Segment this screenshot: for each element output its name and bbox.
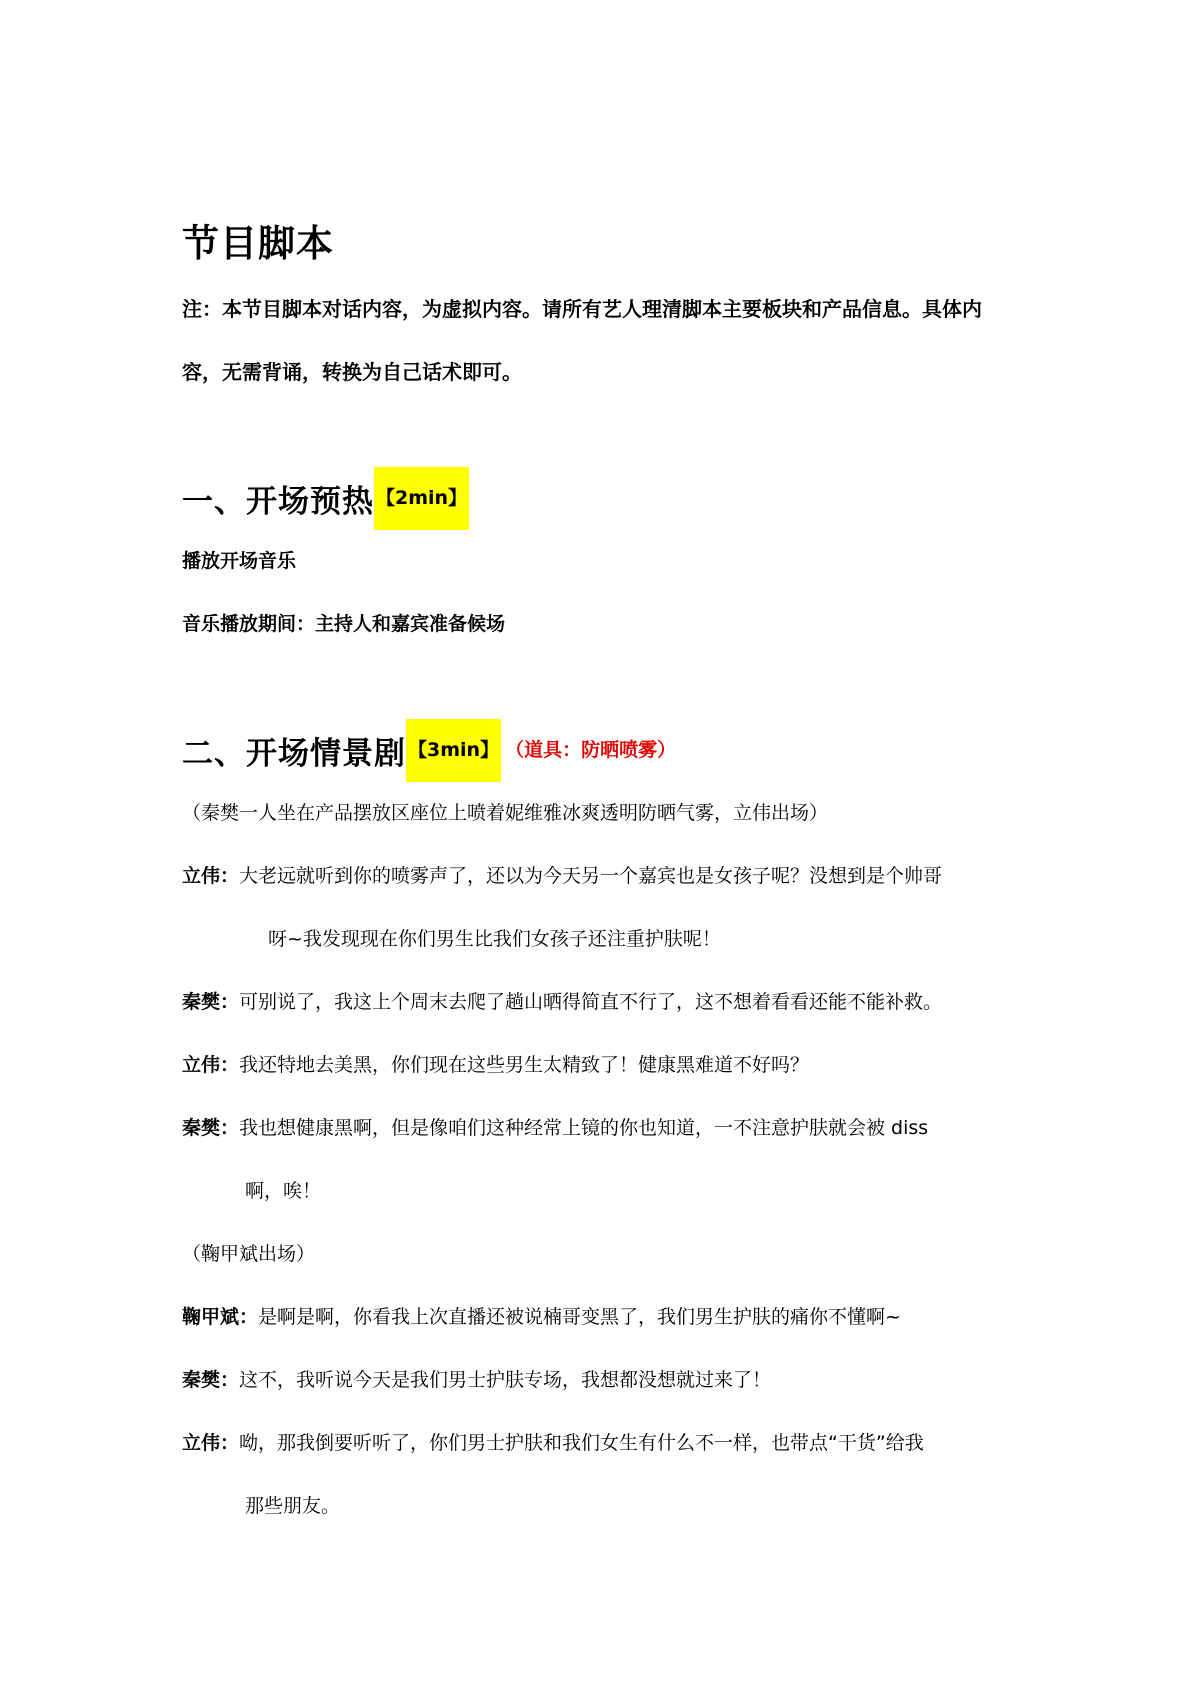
dialogue-line [182,845,1032,908]
dialogue-line [182,1412,1032,1475]
dialogue-text: 大老远就听到你的喷雾声了，还以为今天另一个嘉宾也是女孩子呢？没想到是个帅哥 [239,865,943,887]
speaker-name: 立伟： [182,865,240,887]
section-1-time-badge: 【2min】 [374,467,469,530]
stage-direction-2: （鞠甲斌出场） [182,1243,316,1265]
dialogue-text: 可别说了，我这上个周末去爬了趟山晒得简直不行了，这不想着看看还能不能补救。 [239,991,943,1013]
section-2-title: 二、开场情景剧 [182,736,406,772]
dialogue-continuation: 呀~我发现现在你们男生比我们女孩子还注重护肤呢！ [268,928,721,950]
note-line-1: 注：本节目脚本对话内容，为虚拟内容。请所有艺人理清脚本主要板块和产品信息。具体内 [182,297,982,321]
dialogue-text: 这不，我听说今天是我们男士护肤专场，我想都没想就过来了！ [239,1369,772,1391]
speaker-name: 立伟： [182,1054,240,1076]
script-content [182,210,1032,1538]
dialogue-continuation: 啊，唉！ [245,1180,322,1202]
speaker-name: 立伟： [182,1432,240,1454]
dialogue-text: 是啊是啊，你看我上次直播还被说楠哥变黑了，我们男生护肤的痛你不懂啊~ [258,1306,901,1328]
section-2-heading [182,719,1032,782]
dialogue-line [182,1097,1032,1160]
dialogue-line [182,1349,1032,1412]
section-1-heading [182,467,1032,530]
section-2-prop-note: （道具：防晒喷雾） [505,739,677,761]
dialogue-line [182,971,1032,1034]
dialogue-text: 呦，那我倒要听听了，你们男士护肤和我们女生有什么不一样，也带点“干货”给我 [239,1432,924,1454]
note-line-2: 容，无需背诵，转换为自己话术即可。 [182,360,522,384]
speaker-name: 鞠甲斌： [182,1306,259,1328]
section-1-line-1: 播放开场音乐 [182,550,297,572]
dialogue-line [182,1286,1032,1349]
speaker-name: 秦樊： [182,1117,240,1139]
section-1-line-2: 音乐播放期间：主持人和嘉宾准备候场 [182,613,506,635]
section-2-time-badge: 【3min】 [406,719,501,782]
section-1-title: 一、开场预热 [182,484,374,520]
dialogue-text: 我还特地去美黑，你们现在这些男生太精致了！健康黑难道不好吗？ [239,1054,810,1076]
dialogue-continuation: 那些朋友。 [245,1495,341,1517]
dialogue-text: 我也想健康黑啊，但是像咱们这种经常上镜的你也知道，一不注意护肤就会被 diss [239,1117,929,1139]
stage-direction-1: （秦樊一人坐在产品摆放区座位上喷着妮维雅冰爽透明防晒气雾，立伟出场） [182,802,829,824]
speaker-name: 秦樊： [182,991,240,1013]
page-title: 节目脚本 [182,222,334,265]
speaker-name: 秦樊： [182,1369,240,1391]
dialogue-line [182,1034,1032,1097]
